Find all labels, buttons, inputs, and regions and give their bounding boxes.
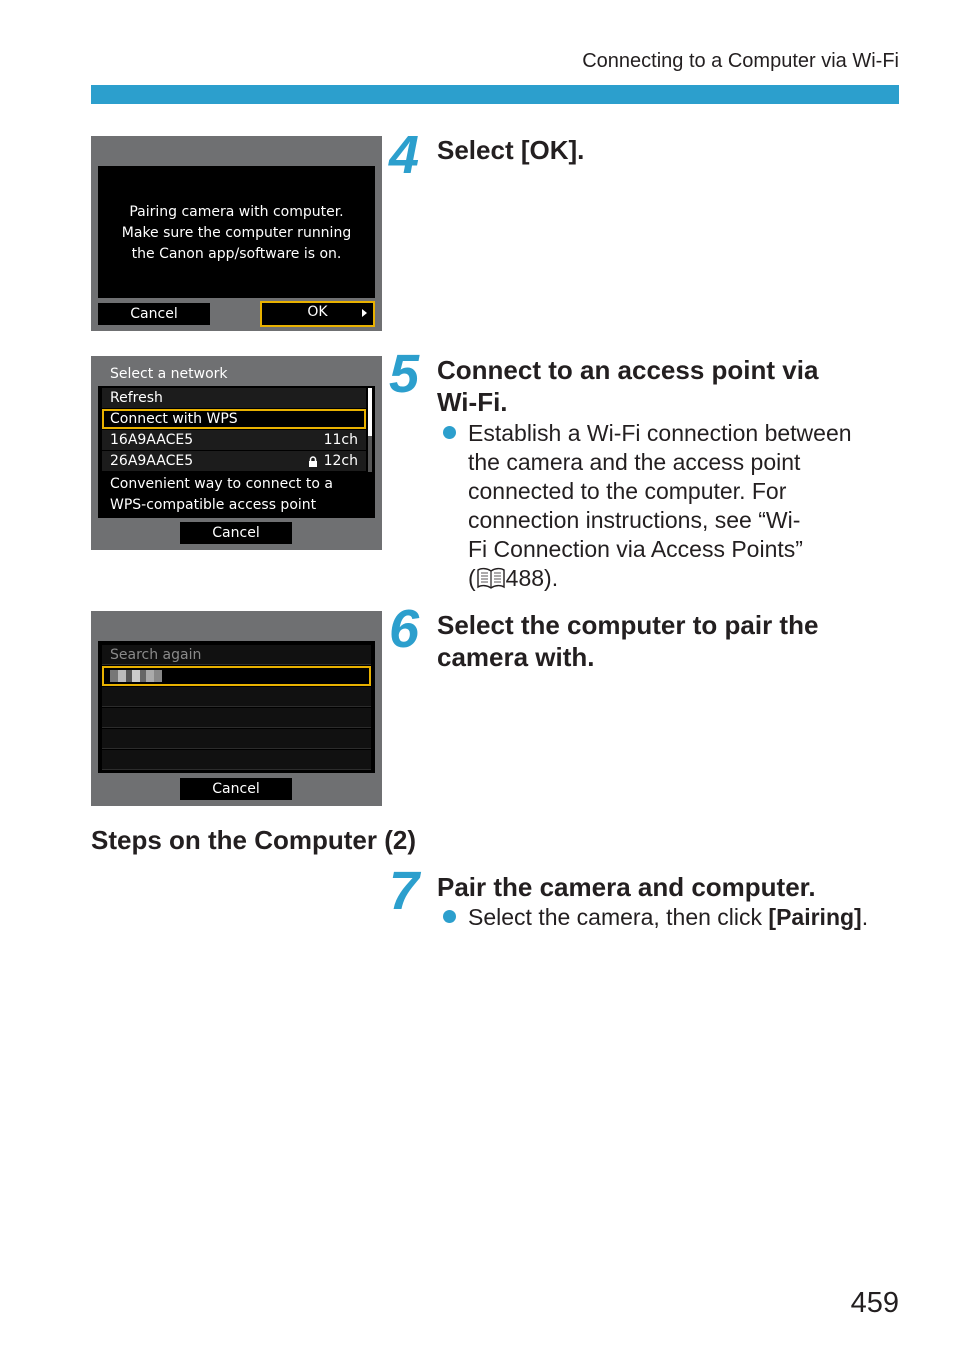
cancel-button[interactable]: Cancel [98, 303, 210, 325]
computer-item[interactable] [102, 666, 371, 686]
screen-title: Select a network [110, 366, 228, 382]
section-heading: Steps on the Computer (2) [91, 825, 417, 855]
list-item [102, 687, 371, 707]
camera-screen-select-computer [91, 611, 382, 806]
step-instruction: Establish a Wi-Fi connection between the camera and the access point connected to the computer. For connection instructions, see “Wi- Fi Connection via Access Points” ( 488). [468, 420, 852, 591]
pairing-message: Pairing camera with computer. Make sure the computer running the Canon app/software is on. [121, 204, 352, 262]
network-item[interactable]: 26A9AACE5 12ch [102, 451, 366, 471]
cancel-button[interactable]: Cancel [180, 522, 292, 544]
scrollbar[interactable] [368, 388, 372, 472]
book-icon [476, 567, 506, 589]
list-item [102, 729, 371, 749]
step-title: Select [OK]. [437, 135, 585, 165]
cancel-button[interactable]: Cancel [180, 778, 292, 800]
step-number: 7 [389, 861, 418, 921]
page-header-title: Connecting to a Computer via Wi-Fi [582, 50, 899, 72]
arrow-right-icon [362, 309, 367, 317]
bullet-icon [443, 426, 456, 439]
network-item-refresh[interactable]: Refresh [102, 388, 366, 408]
step-title: Select the computer to pair the camera with. [437, 610, 819, 672]
header-bar [91, 85, 899, 104]
network-list-panel [98, 386, 375, 518]
step-number: 5 [389, 344, 418, 404]
list-item [102, 708, 371, 728]
step-number: 4 [389, 125, 418, 185]
pairing-dialog [98, 166, 375, 298]
step-title: Pair the camera and computer. [437, 872, 816, 902]
page-reference[interactable]: ( 488). [468, 565, 559, 591]
step-title: Connect to an access point via Wi-Fi. [437, 355, 819, 417]
ok-button[interactable]: OK [260, 301, 375, 327]
lock-icon [308, 456, 318, 467]
page-number: 459 [850, 1287, 899, 1319]
search-again-item[interactable]: Search again [102, 645, 371, 665]
camera-screen-select-network [91, 356, 382, 550]
step-number: 6 [389, 599, 418, 659]
bullet-icon [443, 910, 456, 923]
blurred-computer-name [110, 670, 162, 682]
computer-list-panel [98, 641, 375, 773]
network-item-connect-wps[interactable]: Connect with WPS [102, 409, 366, 429]
network-item[interactable]: 16A9AACE5 11ch [102, 430, 366, 450]
list-item [102, 750, 371, 770]
scrollbar-thumb[interactable] [368, 388, 372, 436]
camera-screen-pairing [91, 136, 382, 331]
step-instruction: Select the camera, then click [Pairing]. [468, 904, 869, 930]
network-description: Convenient way to connect to a WPS-compatible access point [110, 476, 333, 513]
